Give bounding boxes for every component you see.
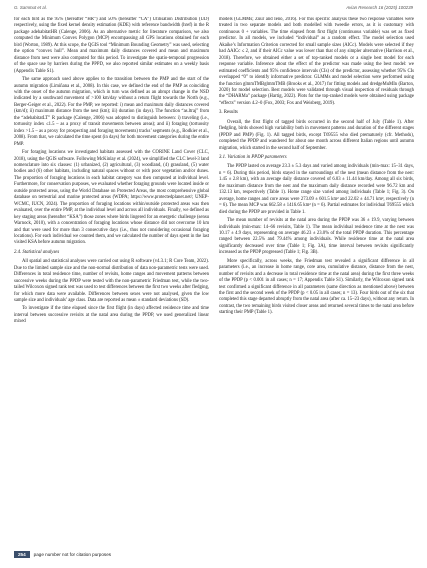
page-number-badge: 254 (14, 551, 30, 558)
section-heading-statistical-analyses: 2.4. Statistical analyses (14, 249, 60, 255)
paragraph: models (GLMMs; Zuur and Ieno, 2016). For this specific analysis these two response variables were treated in two separate models and both modelled with tweedie errors, as it is customary with continuous 0 + variables. The time elapsed from first flight (continuous variable) was set as fixed predictor. In all models, we included “individual” as a random effect. The model selection used Akaike’s Information Criterion corrected for small sample sizes (AICc). Models were selected if they had ΔAICc ≤ 2, and if their AICc value was lower than that of any simpler alternative (Harrison et al., 2018). Therefore, we obtained either a set of top-ranked models or a single best model for each response variable. Inference about the effect of the predictor was made using the best model: we estimated coefficients and 95% confidence intervals (CIs) of the predictor, assessing whether 95% CIs overlapped “0” to identify informative predictor. GLMMs and model selection were performed using the function glmmTMBglmmTMB (Brooks et al., 2017) for fitting models and dredgeMuMIn (Barton, 2020) for model selection. Best models were validated through visual inspection of residuals through the “DHARMa” package (Hartig, 2022). Plots for the top-ranked models were obtained using package “effects” version 4.2–0 (Fox, 2003; Fox and Weisberg, 2019). (219, 17, 414, 106)
header-authors: G. Sammut et al. (14, 5, 47, 10)
paragraph: for each bird as the 95% (hereafter “HR”) and 50% (hereafter “CA”) Utilisation Distribution (UD) respectively, using the fixed kernel density estimation (KDE) with reference bandwidth (href) in the R package adehabitatHR (Calenge, 2006). As an alternative metric for literature comparison, we also computed the Minimum Convex Polygon (MCP) encompassing all GPS locations obtained for each bird (Worton, 1989). At this scope, the QGIS tool “Minimum Bounding Geometry” was used, selecting the option “convex hull”. Mean and maximum daily distances covered and mean and maximum distance from nest were also computed for this period. To investigate the spatio-temporal progression of the space use by harriers during the PPPD, we also reported similar estimates on a weekly basis (Appendix Table S1). (14, 17, 209, 74)
right-column (219, 17, 414, 547)
section-heading-ppdp: 3.1. Variation in PPDP parameters (219, 155, 287, 161)
paragraph: Overall, the first flight of tagged birds occurred in the second half of July (Table 1). After fledgling, birds showed high variability both in movement patterns and duration of the different stages (PPDP and PMP) (Fig. 1). All tagged birds, except T69555 who died prematurely (cfr. Methods), completed the PPDP and wandered for about one month across different Italian regions until autumn migration, which started in the second half of September. (219, 119, 414, 151)
paragraph: The PPDP lasted on average 23.3 ± 5.3 days and varied among individuals (min-max: 15–31 days, n = 6). During this period, birds stayed in the surroundings of the nest (mean distance from the nest: 1.45 ± 2.8 km), with an average daily distance covered of 6.03 ± 11.44 km/day. Among all six birds, the maximum distance from the nest and the maximum daily distance recorded were 96.72 km and 132.13 km, respectively (Table 1). Home range size varied among individuals (Table 1; Fig. 3). On average, home ranges and core areas were 273.09 ± 601.5 km² and 22.02 ± 44.71 km², respectively (n = 6). The mean MCP was 662.58 ± 1416.65 km² (n = 6). Partial estimates for individual T69555 which died during the PPDP are provided in Table 1. (219, 164, 414, 215)
paragraph: For foraging locations we investigated habitats assessed with the CORINE Land Cover (CLC, 2018), using the QGIS software. Following McKinlay et al. (2024), we simplified the CLC level-3 land nomenclature into six classes: (1) urbanized, (2) agricultural, (3) woodland, (4) grassland, (5) water bodies and (6) other habitats, including natural spaces without or with poor vegetation and/or dunes. The proportion of foraging locations in each habitat category was then computed at individual level. Furthermore, for conservation purposes, we evaluated whether foraging grounds were located inside or outside protected areas, using the World Database on Protected Areas, the most comprehensive global database on terrestrial and marine protected areas (WDPA; https://www.protectedplanet.net/; UNEP-WCMC, IUCN, 2024). The proportion of foraging locations within/outside protected areas was then evaluated, over the entire PMP, at the individual level and across all individuals. Finally, we defined as key staging areas (hereafter “KSA”) those zones where birds lingered for an energetic challenge (sensu Warnock, 2010), with a concentration of foraging locations whose distance did not overcome 10 km and that were used for more than 3 consecutive days (i.e., thus not considering occasional foraging locations). For each individual we counted them, and we calculated the number of days spent in the last visited KSA before autumn migration. (14, 150, 209, 246)
paragraph: All spatial and statistical analyses were carried out using R software (v4.3.1; R Core Team, 2022). Due to the limited sample size and the non-normal distribution of data non-parametric tests were used. Differences in total residence time, number of revisits, home ranges and movement patterns between successive weeks during the PPDP were tested with the non-parametric Friedman test, while the two-tailed Wilcoxon signed rank test was used to test differences between the first two weeks after fledging, for which more data were available. Differences between sexes were not analysed, given the low sample size and individuals’ age class. Data are reported as mean ± standard deviations (SD). (14, 259, 209, 303)
running-header (14, 5, 413, 15)
page-footer (14, 549, 111, 559)
footer-note: page number not for citation purposes (33, 551, 112, 557)
header-journal: Avian Research 16 (2025) 100239 (346, 5, 413, 10)
paragraph: More specifically, across weeks, the Friedman test revealed a significant difference in all parameters (i.e., an increase in home range, core area, cumulative distance, distance from the nest, number of revisits and a decrease in total residence time at the natal area) during the first three weeks of the PPDP (p < 0.001 in all cases; n = 17; Appendix Table S1). Similarly, the Wilcoxon signed rank test confirmed a significant difference in all parameters (same direction as mentioned above) between the first and the second week of the PPDP (p < 0.05 in all cases; n = 13). Four birds out of the six that completed this stage departed abruptly from the natal area (after ca. 15–23 days), without any return. In contrast, the two remaining birds visited closer areas and returned several times to the natal area before starting their PMP (Table 1). (219, 258, 414, 316)
paragraph: The mean number of revisits at the natal area during the PPDP was 36 ± 19.9, varying between individuals (min-max: 14–66 revisits, Table 1). The mean individual residence time at the nest was 10.17 ± 4.9 days, representing on average 46.23 ± 23.0% of the total PPDP duration. This percentage ranged between 22.5% and 79.44% among individuals. While residence time at the natal area significantly decreased over time (Table 1; Fig. 3A), time interval between revisits significantly increased as the PPDP progressed (Table 1; Fig. 3B). (219, 218, 414, 256)
paragraph: The same approach used above applies to the transition between the PMP and the start of the autumn migration (Limiñana et al., 2008). In this case, we defined the end of the PMP as coinciding with the onset of the autumn migration, which in turn was defined as an abrupt change in the NSD indicated by a southward movement of >100 km/day without a return flight towards the North (e.g., Berger-Geiger et al., 2022). For the PMP, we reported: i) mean and maximum daily distances covered (km/d); ii) maximum distance from the nest (km); iii) duration (in days). The function “as.ltraj” from the “adehabitatLT” R package (Calenge, 2006) was adopted to distinguish between: i) traveling (i.e., tortuosity index ≤1.5 – as a proxy of transit movements between areas); and ii) foraging (tortuosity index >1.5 – as a proxy for prospecting and foraging movements) tracks’ segments (e.g., Bodkier et al., 2008). From that, we calculated the time spent (in days) for both movement categories during the entire PMP. (14, 77, 209, 147)
section-heading-results: 3. Results (219, 110, 238, 116)
left-column (14, 17, 209, 547)
paragraph: To investigate if the time elapsed since the first flight (in days) affected residence time and time interval between successive revisits at the natal area during the PPDP, we used generalized linear mixed (14, 306, 209, 325)
article-body (14, 17, 414, 547)
